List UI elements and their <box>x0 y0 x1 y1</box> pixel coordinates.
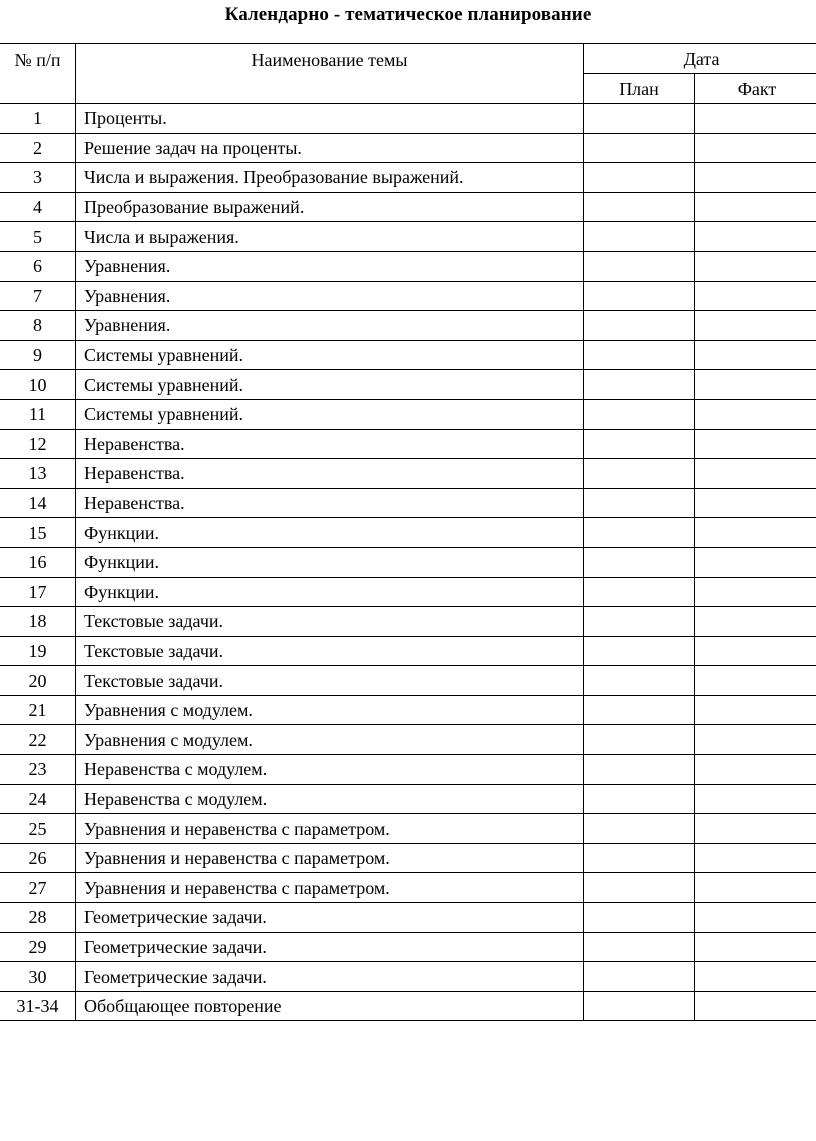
row-number: 31-34 <box>0 991 76 1021</box>
row-fact-date <box>695 636 816 666</box>
row-topic: Текстовые задачи. <box>76 666 584 696</box>
table-row <box>0 755 816 785</box>
row-number: 14 <box>0 488 76 518</box>
row-number: 4 <box>0 192 76 222</box>
row-topic: Уравнения с модулем. <box>76 695 584 725</box>
row-fact-date <box>695 518 816 548</box>
table-row <box>0 399 816 429</box>
table-row <box>0 725 816 755</box>
row-topic: Текстовые задачи. <box>76 636 584 666</box>
row-number: 9 <box>0 340 76 370</box>
header-fact: Факт <box>695 74 816 104</box>
table-row <box>0 488 816 518</box>
row-fact-date <box>695 903 816 933</box>
row-topic: Проценты. <box>76 104 584 134</box>
row-number: 21 <box>0 695 76 725</box>
row-fact-date <box>695 755 816 785</box>
table-row <box>0 695 816 725</box>
header-plan: План <box>584 74 695 104</box>
row-topic: Неравенства. <box>76 429 584 459</box>
row-plan-date <box>584 843 695 873</box>
row-plan-date <box>584 488 695 518</box>
table-row <box>0 370 816 400</box>
row-number: 27 <box>0 873 76 903</box>
row-topic: Числа и выражения. <box>76 222 584 252</box>
header-date: Дата <box>584 44 816 74</box>
row-fact-date <box>695 311 816 341</box>
row-plan-date <box>584 577 695 607</box>
row-fact-date <box>695 607 816 637</box>
row-number: 23 <box>0 755 76 785</box>
row-topic: Функции. <box>76 577 584 607</box>
row-number: 12 <box>0 429 76 459</box>
table-row <box>0 843 816 873</box>
row-number: 13 <box>0 459 76 489</box>
table-row <box>0 251 816 281</box>
row-fact-date <box>695 784 816 814</box>
row-topic: Уравнения. <box>76 251 584 281</box>
row-plan-date <box>584 547 695 577</box>
row-fact-date <box>695 104 816 134</box>
row-plan-date <box>584 399 695 429</box>
header-number: № п/п <box>0 44 76 104</box>
row-topic: Геометрические задачи. <box>76 962 584 992</box>
row-topic: Геометрические задачи. <box>76 932 584 962</box>
row-fact-date <box>695 814 816 844</box>
row-plan-date <box>584 784 695 814</box>
row-plan-date <box>584 370 695 400</box>
row-fact-date <box>695 281 816 311</box>
row-number: 1 <box>0 104 76 134</box>
row-topic: Числа и выражения. Преобразование выражений. <box>76 163 584 193</box>
table-row <box>0 192 816 222</box>
table-row <box>0 814 816 844</box>
row-number: 3 <box>0 163 76 193</box>
row-number: 5 <box>0 222 76 252</box>
row-number: 6 <box>0 251 76 281</box>
table-row <box>0 903 816 933</box>
table-row <box>0 873 816 903</box>
table-row <box>0 577 816 607</box>
row-fact-date <box>695 459 816 489</box>
row-plan-date <box>584 873 695 903</box>
row-topic: Неравенства. <box>76 488 584 518</box>
row-fact-date <box>695 488 816 518</box>
row-topic: Системы уравнений. <box>76 370 584 400</box>
row-fact-date <box>695 133 816 163</box>
row-fact-date <box>695 577 816 607</box>
row-number: 2 <box>0 133 76 163</box>
row-fact-date <box>695 340 816 370</box>
row-plan-date <box>584 636 695 666</box>
row-plan-date <box>584 725 695 755</box>
row-topic: Функции. <box>76 518 584 548</box>
thematic-plan-table <box>0 43 816 1021</box>
row-number: 11 <box>0 399 76 429</box>
row-topic: Системы уравнений. <box>76 399 584 429</box>
row-topic: Преобразование выражений. <box>76 192 584 222</box>
table-row <box>0 104 816 134</box>
row-fact-date <box>695 962 816 992</box>
row-number: 20 <box>0 666 76 696</box>
row-topic: Уравнения. <box>76 281 584 311</box>
row-plan-date <box>584 607 695 637</box>
row-number: 16 <box>0 547 76 577</box>
row-plan-date <box>584 932 695 962</box>
row-plan-date <box>584 991 695 1021</box>
row-plan-date <box>584 104 695 134</box>
row-plan-date <box>584 163 695 193</box>
row-plan-date <box>584 311 695 341</box>
row-fact-date <box>695 399 816 429</box>
table-row <box>0 666 816 696</box>
table-row <box>0 932 816 962</box>
row-plan-date <box>584 695 695 725</box>
row-fact-date <box>695 222 816 252</box>
row-topic: Обобщающее повторение <box>76 991 584 1021</box>
row-plan-date <box>584 518 695 548</box>
row-plan-date <box>584 222 695 252</box>
row-fact-date <box>695 251 816 281</box>
row-plan-date <box>584 459 695 489</box>
row-plan-date <box>584 814 695 844</box>
row-topic: Функции. <box>76 547 584 577</box>
row-plan-date <box>584 666 695 696</box>
header-topic: Наименование темы <box>76 44 584 104</box>
row-topic: Уравнения и неравенства с параметром. <box>76 873 584 903</box>
row-topic: Решение задач на проценты. <box>76 133 584 163</box>
row-topic: Уравнения и неравенства с параметром. <box>76 814 584 844</box>
table-row <box>0 133 816 163</box>
row-plan-date <box>584 133 695 163</box>
row-number: 25 <box>0 814 76 844</box>
table-row <box>0 784 816 814</box>
row-plan-date <box>584 755 695 785</box>
row-plan-date <box>584 281 695 311</box>
table-row <box>0 222 816 252</box>
row-topic: Уравнения. <box>76 311 584 341</box>
table-row <box>0 340 816 370</box>
row-fact-date <box>695 192 816 222</box>
row-plan-date <box>584 192 695 222</box>
row-plan-date <box>584 962 695 992</box>
row-topic: Неравенства с модулем. <box>76 755 584 785</box>
row-plan-date <box>584 251 695 281</box>
row-fact-date <box>695 547 816 577</box>
table-row <box>0 636 816 666</box>
row-number: 7 <box>0 281 76 311</box>
row-fact-date <box>695 873 816 903</box>
row-number: 28 <box>0 903 76 933</box>
row-number: 30 <box>0 962 76 992</box>
row-topic: Неравенства. <box>76 459 584 489</box>
table-row <box>0 547 816 577</box>
row-fact-date <box>695 932 816 962</box>
row-topic: Системы уравнений. <box>76 340 584 370</box>
row-fact-date <box>695 370 816 400</box>
row-fact-date <box>695 666 816 696</box>
row-fact-date <box>695 991 816 1021</box>
row-fact-date <box>695 695 816 725</box>
row-number: 15 <box>0 518 76 548</box>
row-number: 29 <box>0 932 76 962</box>
row-number: 18 <box>0 607 76 637</box>
row-topic: Текстовые задачи. <box>76 607 584 637</box>
table-row <box>0 962 816 992</box>
table-row <box>0 991 816 1021</box>
row-plan-date <box>584 903 695 933</box>
row-topic: Неравенства с модулем. <box>76 784 584 814</box>
table-row <box>0 429 816 459</box>
row-fact-date <box>695 725 816 755</box>
row-number: 17 <box>0 577 76 607</box>
table-row <box>0 518 816 548</box>
row-topic: Геометрические задачи. <box>76 903 584 933</box>
row-fact-date <box>695 163 816 193</box>
page-title: Календарно - тематическое планирование <box>224 4 592 25</box>
table-body <box>0 104 816 1021</box>
table-row <box>0 311 816 341</box>
row-topic: Уравнения с модулем. <box>76 725 584 755</box>
row-number: 22 <box>0 725 76 755</box>
row-fact-date <box>695 429 816 459</box>
row-plan-date <box>584 340 695 370</box>
table-row <box>0 607 816 637</box>
row-plan-date <box>584 429 695 459</box>
row-number: 8 <box>0 311 76 341</box>
table-row <box>0 281 816 311</box>
row-topic: Уравнения и неравенства с параметром. <box>76 843 584 873</box>
row-fact-date <box>695 843 816 873</box>
row-number: 19 <box>0 636 76 666</box>
table-row <box>0 459 816 489</box>
table-row <box>0 163 816 193</box>
row-number: 26 <box>0 843 76 873</box>
row-number: 24 <box>0 784 76 814</box>
row-number: 10 <box>0 370 76 400</box>
